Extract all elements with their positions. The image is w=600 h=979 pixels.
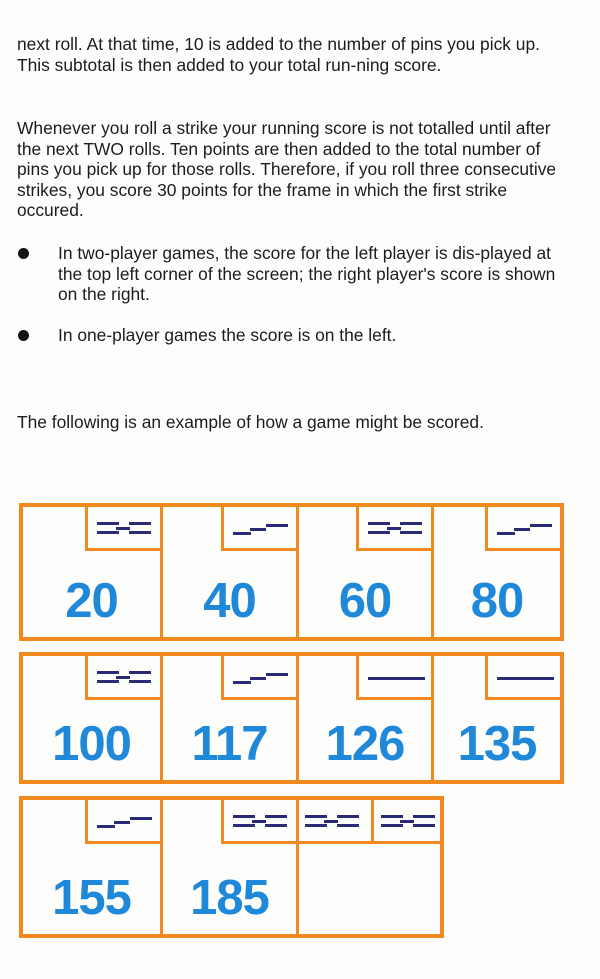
- frame-10: [160, 800, 296, 934]
- frame-score: 80: [470, 574, 524, 628]
- frame-roll-box: [221, 656, 296, 700]
- frame-7: [296, 656, 431, 780]
- frame-score: 20: [65, 574, 118, 628]
- frame-score: 185: [190, 871, 269, 925]
- frame-6: [160, 656, 296, 780]
- strike-mark-icon: [229, 812, 291, 832]
- frame-9: [23, 800, 160, 934]
- paragraph-strike-rule: Whenever you roll a strike your running score is not totalled until after the next TWO rolls. Ten points are then added to the total number of pins you pick up for those rolls. Therefore, if you roll three consecutive strikes, you score 30 points for the frame in which the first strike occured.: [17, 118, 557, 221]
- frame-roll-box: [221, 800, 296, 844]
- frame-roll-box: [356, 507, 431, 551]
- score-row-3: [19, 796, 444, 938]
- bullet-dot-icon: [18, 330, 29, 341]
- open-mark-icon: [364, 668, 426, 688]
- frame-bonus: [296, 800, 440, 934]
- bullet-text: In two-player games, the score for the left player is dis-played at the top left corner of the screen; the right player's score is shown on the right.: [58, 243, 556, 305]
- frame-score: 40: [203, 574, 256, 628]
- score-row-1: [19, 503, 564, 641]
- example-intro: The following is an example of how a game might be scored.: [17, 412, 484, 432]
- strike-mark-icon: [379, 812, 441, 832]
- frame-5: [23, 656, 160, 780]
- bullet-dot-icon: [18, 248, 29, 259]
- frame-score: 126: [325, 717, 405, 771]
- paragraph-continuation: next roll. At that time, 10 is added to the number of pins you pick up. This subtotal is then added to your total run-ning score.: [17, 34, 540, 75]
- spare-mark-icon: [229, 668, 291, 688]
- frame-roll-box: [85, 507, 160, 551]
- frame-3: [296, 507, 431, 637]
- frame-score: 155: [52, 871, 131, 925]
- frame-roll-box: [485, 507, 560, 551]
- strike-mark-icon: [93, 668, 155, 688]
- spare-mark-icon: [493, 519, 555, 539]
- frame-roll-box: [85, 800, 160, 844]
- frame-1: [23, 507, 160, 637]
- bullet-text: In one-player games the score is on the left.: [58, 325, 397, 345]
- frame-8: [431, 656, 560, 780]
- spare-mark-icon: [93, 812, 155, 832]
- strike-mark-icon: [364, 519, 426, 539]
- frame-4: [431, 507, 560, 637]
- frame-roll-box: [356, 656, 431, 700]
- frame-roll-box: [85, 656, 160, 700]
- frame-score: 135: [457, 717, 537, 771]
- frame-score: 117: [191, 717, 268, 771]
- strike-mark-icon: [93, 519, 155, 539]
- open-mark-icon: [493, 668, 555, 688]
- spare-mark-icon: [229, 519, 291, 539]
- frame-roll-box: [485, 656, 560, 700]
- frame-score: 100: [52, 717, 131, 771]
- frame-roll-box: [371, 800, 443, 844]
- frame-score: 60: [338, 574, 392, 628]
- frame-roll-box: [296, 800, 371, 844]
- strike-mark-icon: [301, 812, 363, 832]
- frame-2: [160, 507, 296, 637]
- score-row-2: [19, 652, 564, 784]
- frame-roll-box: [221, 507, 296, 551]
